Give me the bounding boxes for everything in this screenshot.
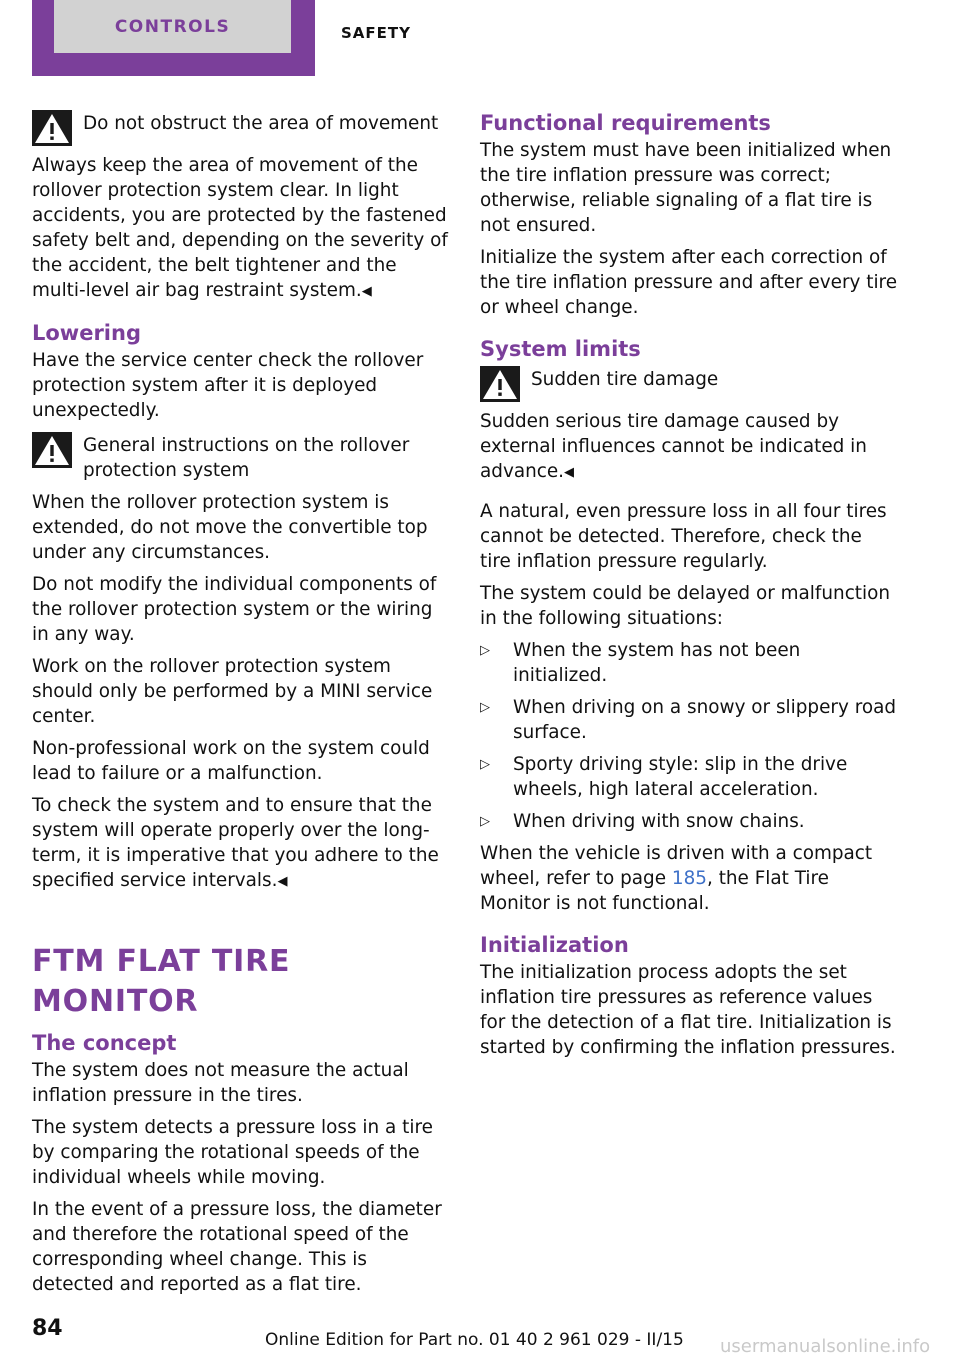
heading-functional-requirements: Functional requirements [480, 111, 771, 135]
list-item [480, 809, 898, 834]
warning-triangle-icon [480, 366, 520, 402]
warning-text-tire-damage-body: Sudden serious tire damage caused by external influences cannot be indicated in advance. [480, 411, 867, 482]
warning-text-obstruct-body: Always keep the area of movement of the rollover protection system clear. In light accidents, you are protected by the fastened safety belt and, depending on the severity of the accident, the belt tightener and the multi-level air bag restraint system. [32, 155, 448, 301]
warning-block-general [32, 430, 448, 894]
warning-title-obstruct: Do not obstruct the area of movement [83, 113, 439, 134]
warning-triangle-icon [32, 432, 72, 468]
paragraph-functional-1: The system must have been initialized when the tire inflation pressure was correct; otherwise, reliable signaling of a flat tire is not ensured. [480, 140, 892, 236]
warning-general-p3: Work on the rollover protection system should only be performed by a MINI service center. [32, 656, 433, 727]
watermark-text: usermanualsonline.info [720, 1336, 931, 1357]
end-mark-icon: ◀ [277, 874, 288, 889]
tab-controls[interactable] [32, 0, 315, 76]
warning-block-tire-damage [480, 364, 898, 485]
footer-edition: Online Edition for Part no. 01 40 2 961 029 - II/15 [265, 1330, 684, 1350]
paragraph-compact-wheel [480, 841, 898, 916]
list-item-text: When the system has not been initialized. [513, 640, 801, 686]
end-mark-icon: ◀ [361, 284, 372, 299]
bullet-icon: ▷ [480, 757, 490, 772]
warning-text-obstruct [32, 153, 448, 304]
paragraph-lowering: Have the service center check the rollover protection system after it is deployed unexpectedly. [32, 350, 424, 421]
warning-general-p5 [32, 793, 448, 894]
paragraph-initialization: The initialization process adopts the set inflation tire pressures as reference values for the detection of a flat tire. Initialization is started by confirming the inflation pressures. [480, 962, 896, 1058]
paragraph-concept-1: The system does not measure the actual inflation pressure in the tires. [32, 1060, 409, 1106]
compact-text-post: , the Flat Tire Monitor is not functional. [480, 868, 829, 914]
end-mark-icon: ◀ [564, 465, 575, 480]
limits-list [480, 638, 898, 834]
warning-block-obstruct [32, 108, 448, 304]
list-item-text: When driving on a snowy or slippery road surface. [513, 697, 897, 743]
warning-general-p2: Do not modify the individual components of the rollover protection system or the wiring in any way. [32, 574, 437, 645]
warning-title-tire-damage: Sudden tire damage [531, 369, 719, 390]
bullet-icon: ▷ [480, 700, 490, 715]
heading-lowering: Lowering [32, 321, 141, 345]
paragraph-concept-2: The system detects a pressure loss in a tire by comparing the rotational speeds of the individual wheels while moving. [32, 1117, 433, 1188]
list-item-text: Sporty driving style: slip in the drive wheels, high lateral acceleration. [513, 754, 848, 800]
page-link-185[interactable]: 185 [671, 868, 707, 889]
heading-concept: The concept [32, 1031, 177, 1055]
warning-general-p4: Non-professional work on the system could lead to failure or a malfunction. [32, 738, 430, 784]
bullet-icon: ▷ [480, 643, 490, 658]
paragraph-concept-3: In the event of a pressure loss, the diameter and therefore the rotational speed of the corresponding wheel change. This is detected and reported as a flat tire. [32, 1199, 442, 1295]
paragraph-limits-1: A natural, even pressure loss in all four tires cannot be detected. Therefore, check the tire inflation pressure regularly. [480, 501, 887, 572]
paragraph-functional-2: Initialize the system after each correction of the tire inflation pressure and after every tire or wheel change. [480, 247, 898, 318]
paragraph-limits-2: The system could be delayed or malfunction in the following situations: [480, 583, 891, 629]
heading-system-limits: System limits [480, 337, 641, 361]
warning-triangle-icon [32, 110, 72, 146]
list-item [480, 638, 898, 688]
list-item-text: When driving with snow chains. [513, 811, 805, 832]
page-number: 84 [32, 1316, 63, 1341]
warning-general-p5-body: To check the system and to ensure that the system will operate properly over the long-term, it is imperative that you adhere to the specified service intervals. [32, 795, 439, 891]
compact-text-pre: When the vehicle is driven with a compact wheel, refer to page [480, 843, 873, 889]
list-item [480, 752, 898, 802]
tab-safety[interactable]: SAFETY [341, 24, 411, 42]
bullet-icon: ▷ [480, 814, 490, 829]
list-item [480, 695, 898, 745]
left-column [32, 108, 448, 1304]
heading-initialization: Initialization [480, 933, 629, 957]
header-tab-bar [0, 0, 960, 80]
right-column [480, 108, 898, 1067]
heading-ftm: FTM FLAT TIRE MONITOR [32, 944, 291, 1019]
warning-text-tire-damage [480, 409, 898, 485]
tab-controls-label: CONTROLS [114, 16, 231, 37]
warning-general-p1: When the rollover protection system is extended, do not move the convertible top under any circumstances. [32, 492, 428, 563]
warning-title-general: General instructions on the rollover protection system [83, 435, 410, 481]
tab-controls-inner [54, 0, 291, 53]
